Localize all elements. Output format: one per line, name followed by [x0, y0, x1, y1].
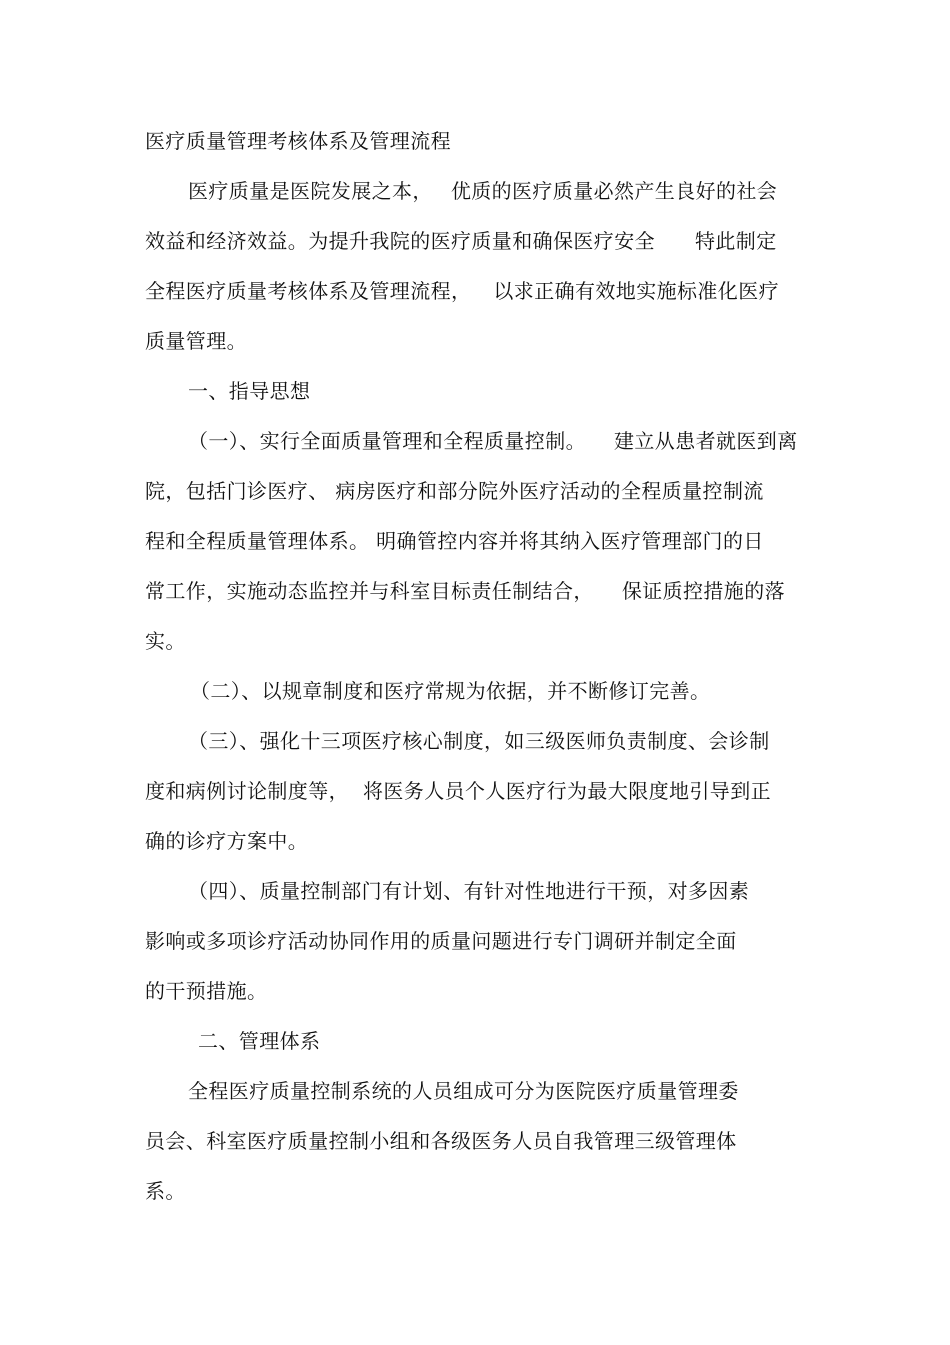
s1-p1-line-4	[145, 576, 785, 606]
s1-p1-line-4a: 常工作，实施动态监控并与科室目标责任制结合，	[145, 579, 594, 603]
s1-p1-line-2: 院，包括门诊医疗、 病房医疗和部分院外医疗活动的全程质量控制流	[145, 479, 764, 503]
s1-p3-line-1: （三）、强化十三项医疗核心制度，如三级医师负责制度、会诊制	[188, 729, 770, 753]
s2-p1-line-2: 员会、科室医疗质量控制小组和各级医务人员自我管理三级管理体	[145, 1129, 737, 1153]
s1-p1-line-4b: 保证质控措施的落	[621, 579, 786, 603]
intro-line-4: 质量管理。	[145, 329, 247, 353]
intro-line-1b: 优质的医疗质量必然产生良好的社会	[450, 179, 778, 203]
s1-p4-line-1: （四）、质量控制部门有计划、有针对性地进行干预，对多因素	[188, 879, 750, 903]
intro-line-3b: 以求正确有效地实施标准化医疗	[493, 279, 780, 303]
s2-p1-line-3: 系。	[145, 1179, 186, 1203]
s1-p4-line-3: 的干预措施。	[145, 979, 268, 1003]
intro-line-3	[145, 276, 779, 306]
s1-p1-line-1b: 建立从患者就医到离	[614, 429, 798, 453]
s1-p3-line-3: 确的诊疗方案中。	[145, 829, 309, 853]
s1-p2: （二）、以规章制度和医疗常规为依据，并不断修订完善。	[190, 679, 711, 703]
s1-p4-line-2: 影响或多项诊疗活动协同作用的质量问题进行专门调研并制定全面	[145, 929, 737, 953]
document-title: 医疗质量管理考核体系及管理流程	[145, 129, 451, 153]
s1-p1-line-1a: （一）、实行全面质量管理和全程质量控制。	[188, 429, 586, 453]
section-1-heading: 一、指导思想	[188, 379, 311, 403]
s1-p3-line-2	[145, 776, 771, 806]
section-2-heading: 二、管理体系	[198, 1029, 321, 1053]
s2-p1-line-1: 全程医疗质量控制系统的人员组成可分为医院医疗质量管理委	[188, 1079, 739, 1103]
intro-line-2b: 特此制定	[695, 229, 777, 253]
intro-line-3a: 全程医疗质量考核体系及管理流程，	[145, 279, 472, 303]
intro-line-1a: 医疗质量是医院发展之本，	[188, 179, 433, 203]
s1-p3-line-2b: 将医务人员个人医疗行为最大限度地引导到正	[363, 779, 771, 803]
intro-line-2	[145, 226, 777, 256]
intro-line-1	[188, 176, 777, 206]
s1-p1-line-3: 程和全程质量管理体系。 明确管控内容并将其纳入医疗管理部门的日	[145, 529, 764, 553]
s1-p1-line-5: 实。	[145, 629, 186, 653]
s1-p1-line-1	[188, 426, 798, 456]
intro-line-2a: 效益和经济效益。为提升我院的医疗质量和确保医疗安全	[145, 229, 655, 253]
s1-p3-line-2a: 度和病例讨论制度等，	[145, 779, 349, 803]
